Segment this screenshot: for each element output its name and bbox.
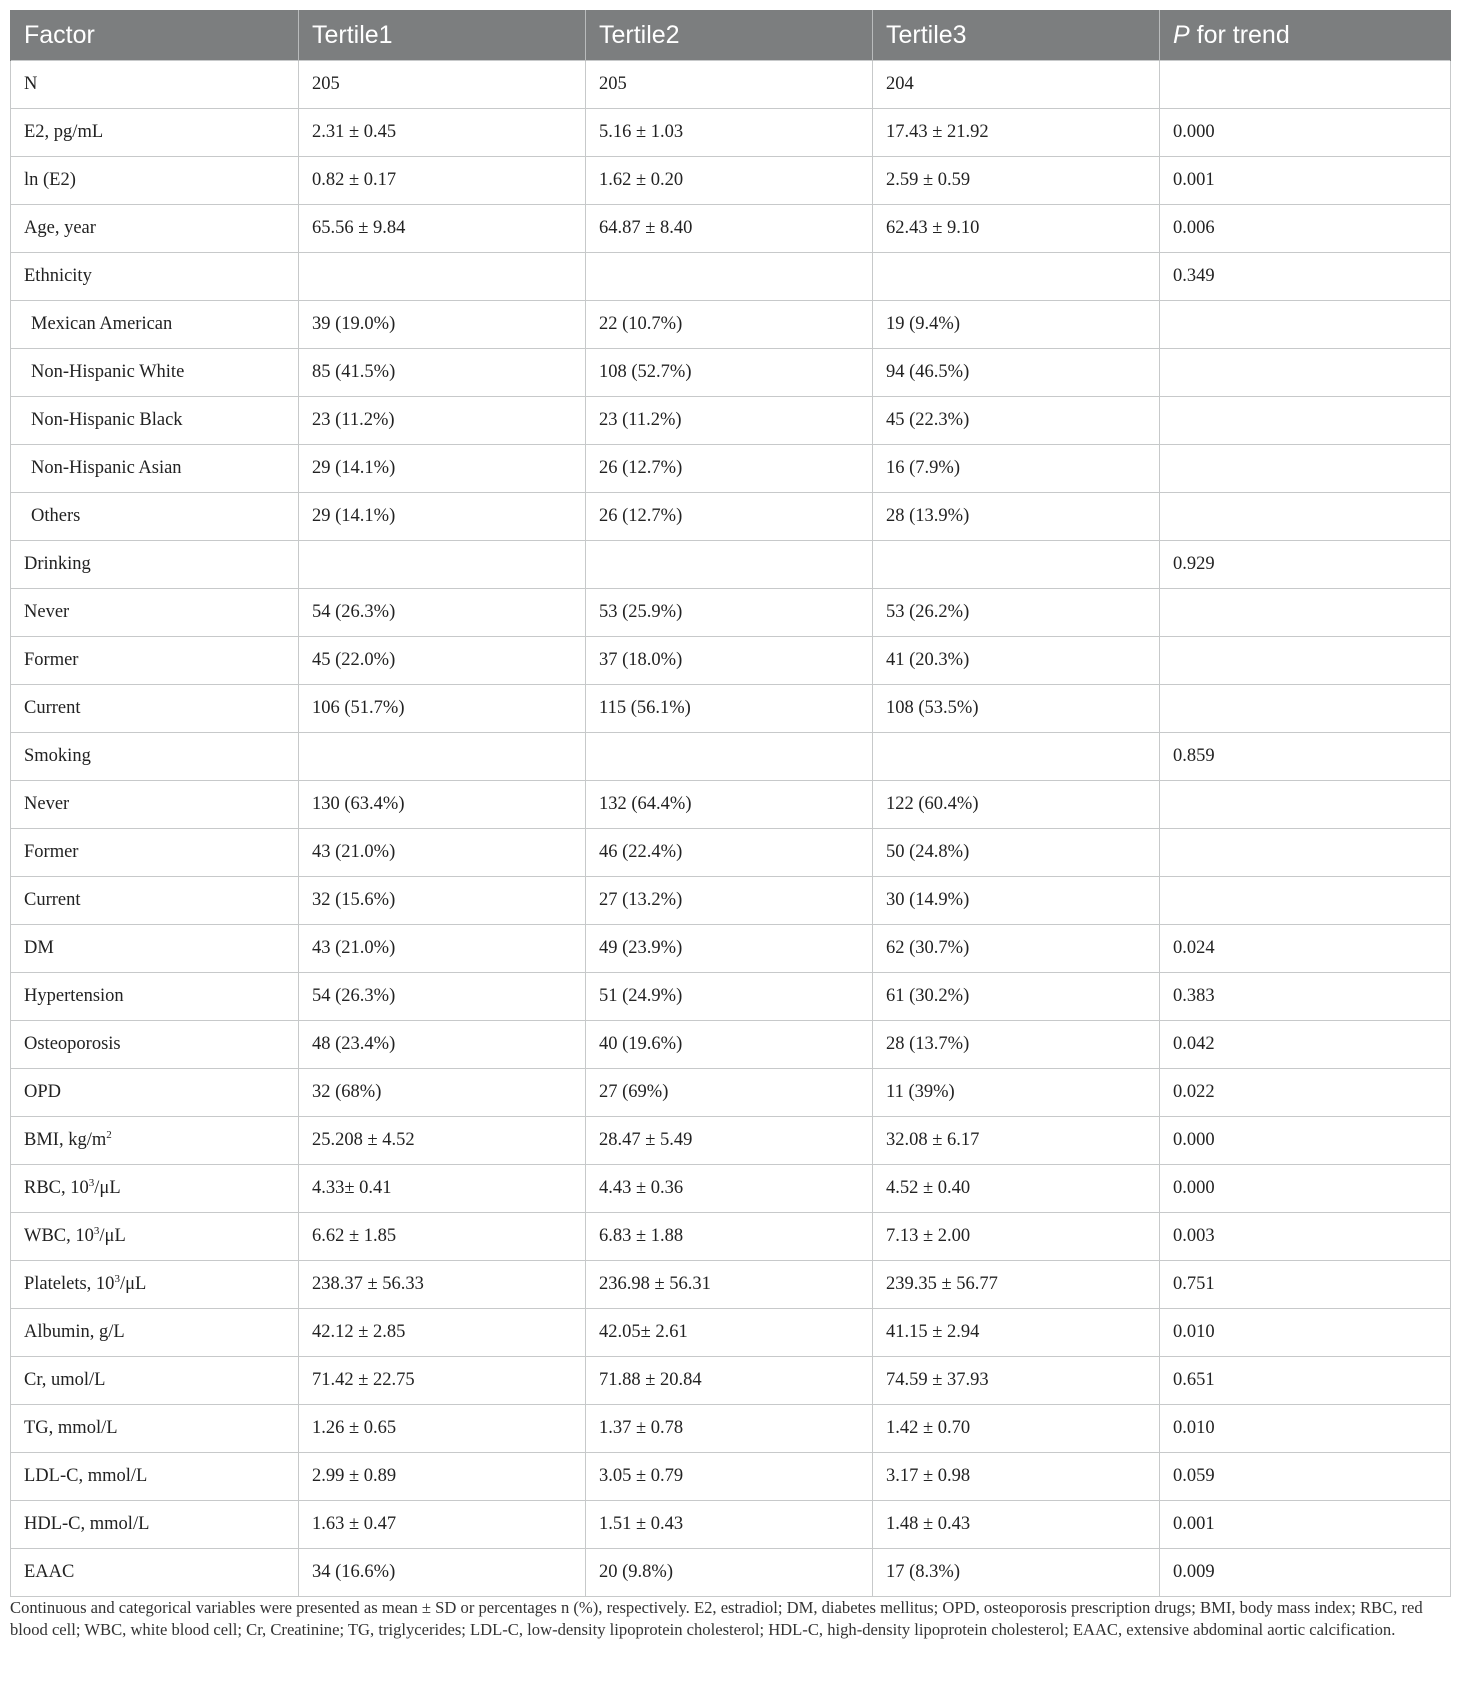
cell-p-for-trend: 0.010: [1160, 1309, 1451, 1357]
cell-tertile1: 42.12 ± 2.85: [299, 1309, 586, 1357]
data-table: [10, 10, 1451, 1597]
cell-tertile3: 108 (53.5%): [873, 685, 1160, 733]
cell-tertile1: 238.37 ± 56.33: [299, 1261, 586, 1309]
factor-label: ln (E2): [24, 170, 76, 190]
cell-tertile3: 4.52 ± 0.40: [873, 1165, 1160, 1213]
cell-factor: [11, 1165, 299, 1213]
cell-p-for-trend: 0.349: [1160, 253, 1451, 301]
cell-tertile2: 28.47 ± 5.49: [586, 1117, 873, 1165]
factor-label: Cr, umol/L: [24, 1370, 106, 1390]
factor-label: Hypertension: [24, 986, 124, 1006]
table-row: [11, 253, 1451, 301]
table-body: [11, 61, 1451, 1597]
cell-p-for-trend: 0.751: [1160, 1261, 1451, 1309]
cell-tertile2: 1.37 ± 0.78: [586, 1405, 873, 1453]
cell-tertile1: 4.33± 0.41: [299, 1165, 586, 1213]
cell-tertile3: 41 (20.3%): [873, 637, 1160, 685]
cell-tertile2: [586, 253, 873, 301]
cell-tertile2: 20 (9.8%): [586, 1549, 873, 1597]
cell-tertile3: 94 (46.5%): [873, 349, 1160, 397]
cell-tertile3: 41.15 ± 2.94: [873, 1309, 1160, 1357]
cell-tertile3: 17 (8.3%): [873, 1549, 1160, 1597]
header-tertile1: Tertile1: [299, 10, 586, 61]
cell-factor: [11, 637, 299, 685]
cell-p-for-trend: 0.383: [1160, 973, 1451, 1021]
cell-p-for-trend: 0.001: [1160, 157, 1451, 205]
table-row: [11, 541, 1451, 589]
cell-p-for-trend: 0.006: [1160, 205, 1451, 253]
cell-tertile3: 122 (60.4%): [873, 781, 1160, 829]
cell-tertile2: 26 (12.7%): [586, 493, 873, 541]
table-row: [11, 1309, 1451, 1357]
header-p-letter: P: [1173, 20, 1190, 49]
cell-factor: [11, 829, 299, 877]
cell-tertile2: 3.05 ± 0.79: [586, 1453, 873, 1501]
table-row: [11, 589, 1451, 637]
cell-factor: [11, 61, 299, 109]
cell-tertile3: 3.17 ± 0.98: [873, 1453, 1160, 1501]
table-row: [11, 109, 1451, 157]
cell-tertile3: 62 (30.7%): [873, 925, 1160, 973]
table-row: [11, 1501, 1451, 1549]
cell-tertile3: [873, 733, 1160, 781]
cell-tertile2: 64.87 ± 8.40: [586, 205, 873, 253]
factor-label: RBC, 10: [24, 1178, 89, 1198]
cell-factor: [11, 1213, 299, 1261]
factor-superscript: 3: [88, 1177, 95, 1189]
cell-tertile1: 1.26 ± 0.65: [299, 1405, 586, 1453]
cell-factor: [11, 1453, 299, 1501]
cell-tertile3: 16 (7.9%): [873, 445, 1160, 493]
cell-factor: [11, 1357, 299, 1405]
cell-tertile1: 71.42 ± 22.75: [299, 1357, 586, 1405]
header-for-trend: for trend: [1189, 20, 1290, 49]
cell-p-for-trend: 0.010: [1160, 1405, 1451, 1453]
cell-tertile2: 132 (64.4%): [586, 781, 873, 829]
factor-label: HDL-C, mmol/L: [24, 1514, 150, 1534]
cell-tertile2: [586, 733, 873, 781]
table-row: [11, 733, 1451, 781]
cell-tertile1: 54 (26.3%): [299, 973, 586, 1021]
cell-tertile3: 30 (14.9%): [873, 877, 1160, 925]
cell-tertile1: 25.208 ± 4.52: [299, 1117, 586, 1165]
factor-label: Current: [24, 698, 81, 718]
table-row: [11, 493, 1451, 541]
cell-tertile2: 22 (10.7%): [586, 301, 873, 349]
cell-tertile2: 1.62 ± 0.20: [586, 157, 873, 205]
cell-p-for-trend: [1160, 349, 1451, 397]
cell-tertile3: [873, 253, 1160, 301]
cell-factor: [11, 685, 299, 733]
cell-tertile2: 42.05± 2.61: [586, 1309, 873, 1357]
table-row: [11, 637, 1451, 685]
cell-p-for-trend: 0.042: [1160, 1021, 1451, 1069]
cell-p-for-trend: 0.003: [1160, 1213, 1451, 1261]
cell-tertile2: 40 (19.6%): [586, 1021, 873, 1069]
table-row: [11, 973, 1451, 1021]
cell-p-for-trend: 0.022: [1160, 1069, 1451, 1117]
cell-tertile2: 51 (24.9%): [586, 973, 873, 1021]
cell-tertile1: 130 (63.4%): [299, 781, 586, 829]
cell-tertile1: 2.99 ± 0.89: [299, 1453, 586, 1501]
cell-tertile1: 6.62 ± 1.85: [299, 1213, 586, 1261]
cell-tertile1: 32 (15.6%): [299, 877, 586, 925]
factor-label: DM: [24, 938, 54, 958]
table-row: [11, 205, 1451, 253]
cell-p-for-trend: [1160, 445, 1451, 493]
factor-label: Never: [24, 602, 70, 622]
cell-p-for-trend: 0.929: [1160, 541, 1451, 589]
cell-p-for-trend: 0.651: [1160, 1357, 1451, 1405]
cell-tertile2: 27 (69%): [586, 1069, 873, 1117]
factor-superscript: 3: [93, 1225, 100, 1237]
cell-tertile3: 28 (13.7%): [873, 1021, 1160, 1069]
factor-label: N: [24, 74, 38, 94]
cell-factor: [11, 1021, 299, 1069]
table-row: [11, 1069, 1451, 1117]
factor-unit-suffix: /μL: [94, 1178, 121, 1198]
cell-factor: [11, 109, 299, 157]
table-row: [11, 349, 1451, 397]
table-row: [11, 1261, 1451, 1309]
cell-tertile1: 85 (41.5%): [299, 349, 586, 397]
cell-tertile3: 7.13 ± 2.00: [873, 1213, 1160, 1261]
cell-factor: [11, 253, 299, 301]
factor-label: Non-Hispanic Asian: [31, 458, 182, 478]
cell-factor: [11, 1261, 299, 1309]
cell-factor: [11, 781, 299, 829]
table-row: [11, 1213, 1451, 1261]
table-row: [11, 925, 1451, 973]
cell-p-for-trend: 0.000: [1160, 1165, 1451, 1213]
cell-tertile3: 1.48 ± 0.43: [873, 1501, 1160, 1549]
cell-tertile1: 2.31 ± 0.45: [299, 109, 586, 157]
cell-tertile1: 45 (22.0%): [299, 637, 586, 685]
cell-p-for-trend: [1160, 637, 1451, 685]
header-tertile3: Tertile3: [873, 10, 1160, 61]
factor-label: Non-Hispanic Black: [31, 410, 183, 430]
cell-factor: [11, 493, 299, 541]
table-footnote: Continuous and categorical variables were presented as mean ± SD or percentages n (%), respectively. E2, estradiol; DM, diabetes mellitus; OPD, osteoporosis prescription drugs; BMI, body mass index; RBC, red blood cell; WBC, white blood cell; Cr, Creatinine; TG, triglycerides; LDL-C, low-density lipoprotein cholesterol; HDL-C, high-density lipoprotein cholesterol; EAAC, extensive abdominal aortic calcification.: [10, 1598, 1423, 1639]
factor-label: Never: [24, 794, 70, 814]
cell-tertile2: 5.16 ± 1.03: [586, 109, 873, 157]
table-row: [11, 1021, 1451, 1069]
factor-unit-suffix: /μL: [99, 1226, 126, 1246]
cell-p-for-trend: 0.001: [1160, 1501, 1451, 1549]
factor-label: Drinking: [24, 554, 91, 574]
cell-factor: [11, 397, 299, 445]
cell-factor: [11, 301, 299, 349]
cell-p-for-trend: 0.000: [1160, 109, 1451, 157]
header-p-for-trend: [1160, 10, 1451, 61]
cell-tertile2: 108 (52.7%): [586, 349, 873, 397]
factor-label: Platelets, 10: [24, 1274, 115, 1294]
cell-factor: [11, 1117, 299, 1165]
cell-tertile1: 106 (51.7%): [299, 685, 586, 733]
cell-p-for-trend: [1160, 397, 1451, 445]
cell-tertile3: 53 (26.2%): [873, 589, 1160, 637]
cell-tertile2: 27 (13.2%): [586, 877, 873, 925]
cell-p-for-trend: [1160, 685, 1451, 733]
factor-label: Ethnicity: [24, 266, 92, 286]
table-row: [11, 1453, 1451, 1501]
cell-tertile2: 46 (22.4%): [586, 829, 873, 877]
cell-tertile3: 19 (9.4%): [873, 301, 1160, 349]
table-row: [11, 397, 1451, 445]
cell-p-for-trend: [1160, 781, 1451, 829]
factor-label: EAAC: [24, 1562, 75, 1582]
cell-tertile1: 29 (14.1%): [299, 493, 586, 541]
cell-tertile1: 43 (21.0%): [299, 925, 586, 973]
cell-p-for-trend: [1160, 589, 1451, 637]
factor-label: Former: [24, 650, 79, 670]
cell-factor: [11, 1405, 299, 1453]
factor-label: WBC, 10: [24, 1226, 94, 1246]
table-row: [11, 1549, 1451, 1597]
factor-label: E2, pg/mL: [24, 122, 104, 142]
cell-factor: [11, 1069, 299, 1117]
cell-tertile3: 50 (24.8%): [873, 829, 1160, 877]
cell-tertile3: 17.43 ± 21.92: [873, 109, 1160, 157]
cell-factor: [11, 589, 299, 637]
cell-tertile1: [299, 541, 586, 589]
cell-factor: [11, 349, 299, 397]
cell-factor: [11, 205, 299, 253]
cell-tertile3: 45 (22.3%): [873, 397, 1160, 445]
factor-label: BMI, kg/m: [24, 1130, 107, 1150]
cell-tertile3: 11 (39%): [873, 1069, 1160, 1117]
cell-tertile1: 48 (23.4%): [299, 1021, 586, 1069]
cell-tertile2: 4.43 ± 0.36: [586, 1165, 873, 1213]
table-container: [10, 10, 1450, 1597]
factor-superscript: 3: [114, 1273, 120, 1285]
cell-factor: [11, 445, 299, 493]
cell-tertile2: 71.88 ± 20.84: [586, 1357, 873, 1405]
cell-tertile2: 49 (23.9%): [586, 925, 873, 973]
cell-tertile1: 205: [299, 61, 586, 109]
cell-p-for-trend: [1160, 877, 1451, 925]
cell-tertile3: 204: [873, 61, 1160, 109]
table-row: [11, 445, 1451, 493]
factor-label: Osteoporosis: [24, 1034, 121, 1054]
factor-label: Albumin, g/L: [24, 1322, 125, 1342]
cell-tertile1: 54 (26.3%): [299, 589, 586, 637]
cell-p-for-trend: 0.000: [1160, 1117, 1451, 1165]
cell-tertile1: 0.82 ± 0.17: [299, 157, 586, 205]
cell-tertile1: 65.56 ± 9.84: [299, 205, 586, 253]
cell-factor: [11, 1549, 299, 1597]
table-row: [11, 157, 1451, 205]
factor-label: Non-Hispanic White: [31, 362, 185, 382]
cell-tertile2: 236.98 ± 56.31: [586, 1261, 873, 1309]
cell-p-for-trend: [1160, 829, 1451, 877]
table-row: [11, 1165, 1451, 1213]
cell-tertile2: 23 (11.2%): [586, 397, 873, 445]
factor-label: Mexican American: [31, 314, 173, 334]
cell-tertile1: 43 (21.0%): [299, 829, 586, 877]
cell-p-for-trend: [1160, 61, 1451, 109]
table-row: [11, 301, 1451, 349]
cell-tertile1: [299, 733, 586, 781]
cell-p-for-trend: 0.009: [1160, 1549, 1451, 1597]
cell-tertile2: 6.83 ± 1.88: [586, 1213, 873, 1261]
factor-label: Current: [24, 890, 81, 910]
cell-p-for-trend: 0.859: [1160, 733, 1451, 781]
cell-p-for-trend: [1160, 301, 1451, 349]
cell-p-for-trend: 0.059: [1160, 1453, 1451, 1501]
cell-tertile3: 62.43 ± 9.10: [873, 205, 1160, 253]
factor-label: Former: [24, 842, 79, 862]
factor-label: OPD: [24, 1082, 62, 1102]
cell-factor: [11, 733, 299, 781]
factor-label: Age, year: [24, 218, 96, 238]
cell-tertile3: 28 (13.9%): [873, 493, 1160, 541]
header-factor: Factor: [11, 10, 299, 61]
cell-p-for-trend: [1160, 493, 1451, 541]
cell-tertile3: [873, 541, 1160, 589]
cell-tertile1: 29 (14.1%): [299, 445, 586, 493]
factor-label: Smoking: [24, 746, 91, 766]
table-row: [11, 877, 1451, 925]
factor-superscript: 2: [106, 1129, 112, 1141]
factor-label: LDL-C, mmol/L: [24, 1466, 148, 1486]
cell-p-for-trend: 0.024: [1160, 925, 1451, 973]
table-header-row: [11, 10, 1451, 61]
table-row: [11, 829, 1451, 877]
cell-factor: [11, 877, 299, 925]
cell-factor: [11, 925, 299, 973]
header-tertile2: Tertile2: [586, 10, 873, 61]
cell-factor: [11, 973, 299, 1021]
cell-tertile1: 39 (19.0%): [299, 301, 586, 349]
cell-tertile3: 1.42 ± 0.70: [873, 1405, 1160, 1453]
cell-tertile3: 32.08 ± 6.17: [873, 1117, 1160, 1165]
cell-tertile2: 205: [586, 61, 873, 109]
table-row: [11, 685, 1451, 733]
factor-label: TG, mmol/L: [24, 1418, 118, 1438]
cell-tertile2: 37 (18.0%): [586, 637, 873, 685]
cell-factor: [11, 157, 299, 205]
table-row: [11, 1405, 1451, 1453]
cell-tertile2: [586, 541, 873, 589]
cell-tertile3: 74.59 ± 37.93: [873, 1357, 1160, 1405]
cell-tertile2: 26 (12.7%): [586, 445, 873, 493]
cell-tertile1: 34 (16.6%): [299, 1549, 586, 1597]
cell-factor: [11, 1309, 299, 1357]
cell-tertile2: 53 (25.9%): [586, 589, 873, 637]
cell-tertile3: 2.59 ± 0.59: [873, 157, 1160, 205]
cell-factor: [11, 1501, 299, 1549]
cell-tertile3: 239.35 ± 56.77: [873, 1261, 1160, 1309]
table-row: [11, 1117, 1451, 1165]
cell-tertile1: 1.63 ± 0.47: [299, 1501, 586, 1549]
cell-tertile2: 1.51 ± 0.43: [586, 1501, 873, 1549]
factor-unit-suffix: /μL: [119, 1274, 147, 1294]
cell-tertile2: 115 (56.1%): [586, 685, 873, 733]
cell-tertile1: 23 (11.2%): [299, 397, 586, 445]
table-row: [11, 1357, 1451, 1405]
table-row: [11, 781, 1451, 829]
cell-tertile3: 61 (30.2%): [873, 973, 1160, 1021]
factor-label: Others: [31, 506, 81, 526]
table-row: [11, 61, 1451, 109]
cell-tertile1: 32 (68%): [299, 1069, 586, 1117]
cell-tertile1: [299, 253, 586, 301]
cell-factor: [11, 541, 299, 589]
